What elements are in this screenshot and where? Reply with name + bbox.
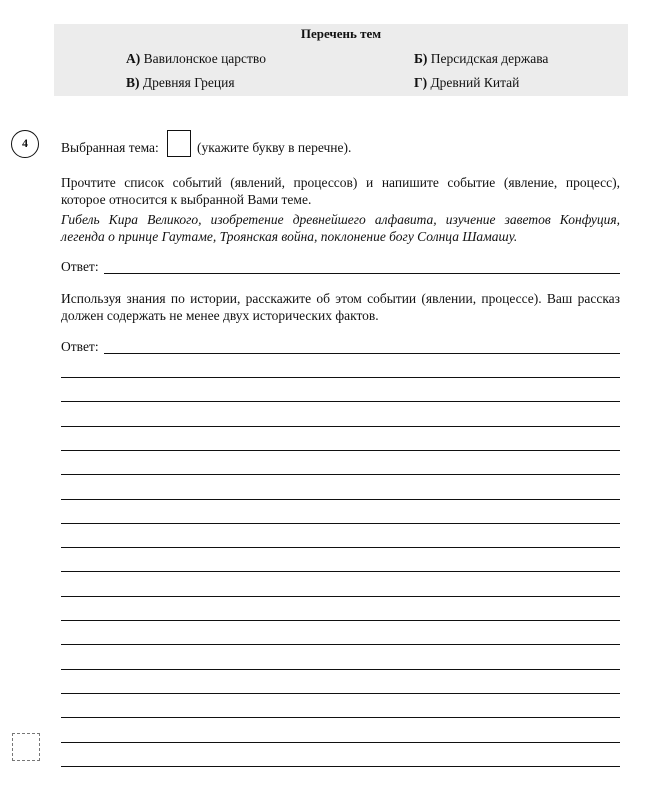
instruction-2: Используя знания по истории, расскажите об этом событии (явлении, процессе). Ваш рассказ должен содержать не менее двух исторических фактов.: [61, 291, 620, 323]
topic-b-name: Персидская держава: [430, 51, 549, 66]
answer-2-label: Ответ:: [61, 339, 99, 354]
answer-writing-line[interactable]: [61, 717, 620, 718]
answer-writing-line[interactable]: [61, 766, 620, 767]
answer-writing-line[interactable]: [61, 620, 620, 621]
chosen-topic-label: Выбранная тема:: [61, 140, 159, 155]
topic-v: [126, 75, 235, 91]
topics-list-box: [54, 24, 628, 96]
answer-writing-line[interactable]: [61, 523, 620, 524]
answer-writing-line[interactable]: [61, 450, 620, 451]
task-number-badge: 4: [11, 130, 39, 158]
answer-writing-line[interactable]: [61, 547, 620, 548]
topic-v-name: Древняя Греция: [142, 75, 235, 90]
answer-writing-line[interactable]: [61, 401, 620, 402]
answer-writing-line[interactable]: [61, 742, 620, 743]
topic-g: [414, 75, 519, 91]
topic-a-letter: А): [126, 51, 141, 66]
topics-title: Перечень тем: [300, 26, 382, 41]
answer-writing-line[interactable]: [61, 596, 620, 597]
topic-a: [126, 51, 266, 67]
answer-writing-line[interactable]: [61, 669, 620, 670]
topic-g-name: Древний Китай: [430, 75, 520, 90]
answer-writing-line[interactable]: [61, 377, 620, 378]
instruction-1: Прочтите список событий (явлений, процессов) и напишите событие (явление, процесс), которое относится к выбранной Вами теме.: [61, 175, 620, 207]
topic-b-letter: Б): [414, 51, 428, 66]
chosen-topic-hint: (укажите букву в перечне).: [197, 140, 352, 155]
answer-writing-line[interactable]: [61, 571, 620, 572]
answer-1-label: Ответ:: [61, 259, 99, 274]
scan-marker-box: [12, 733, 40, 761]
topic-g-letter: Г): [414, 75, 428, 90]
answer-writing-line[interactable]: [61, 426, 620, 427]
answer-writing-line[interactable]: [61, 644, 620, 645]
answer-writing-line[interactable]: [61, 693, 620, 694]
answer-writing-line[interactable]: [61, 474, 620, 475]
answer-1-line[interactable]: [104, 273, 620, 274]
topic-a-name: Вавилонское царство: [143, 51, 266, 66]
answer-writing-line[interactable]: [61, 499, 620, 500]
topic-b: [414, 51, 548, 67]
chosen-topic-input-box[interactable]: [167, 130, 191, 157]
answer-2-line[interactable]: [104, 353, 620, 354]
events-list: Гибель Кира Великого, изобретение древнейшего алфавита, изучение заветов Конфуция, легенда о принце Гаутаме, Троянская война, поклонение богу Солнца Шамашу.: [61, 212, 620, 244]
topic-v-letter: В): [126, 75, 140, 90]
